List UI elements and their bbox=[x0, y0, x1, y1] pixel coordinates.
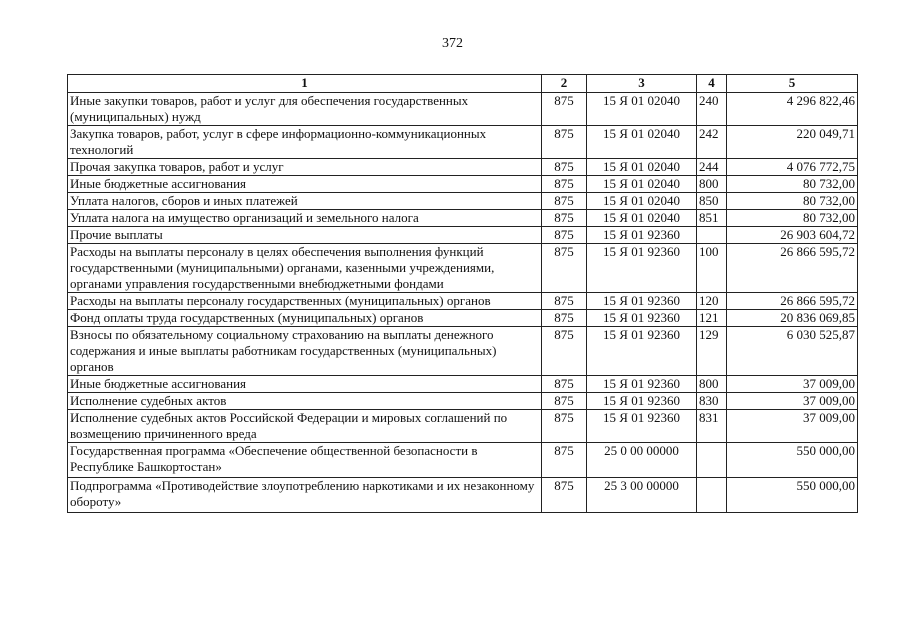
header-col-2: 2 bbox=[542, 75, 587, 93]
row-expense-type: 240 bbox=[697, 93, 727, 126]
row-code: 875 bbox=[542, 293, 587, 310]
row-amount: 550 000,00 bbox=[727, 478, 858, 513]
row-code: 875 bbox=[542, 244, 587, 293]
row-code: 875 bbox=[542, 159, 587, 176]
row-code: 875 bbox=[542, 227, 587, 244]
row-name: Закупка товаров, работ, услуг в сфере информационно-коммуникационных технологий bbox=[68, 126, 542, 159]
table-row bbox=[68, 93, 858, 126]
row-name: Уплата налога на имущество организаций и земельного налога bbox=[68, 210, 542, 227]
header-col-5: 5 bbox=[727, 75, 858, 93]
row-code: 875 bbox=[542, 327, 587, 376]
row-target-article: 15 Я 01 02040 bbox=[587, 93, 697, 126]
row-expense-type: 850 bbox=[697, 193, 727, 210]
row-expense-type: 831 bbox=[697, 410, 727, 443]
row-expense-type: 800 bbox=[697, 376, 727, 393]
table-row bbox=[68, 176, 858, 193]
row-name: Уплата налогов, сборов и иных платежей bbox=[68, 193, 542, 210]
row-amount: 550 000,00 bbox=[727, 443, 858, 478]
table-row bbox=[68, 193, 858, 210]
row-target-article: 25 3 00 00000 bbox=[587, 478, 697, 513]
row-target-article: 15 Я 01 92360 bbox=[587, 376, 697, 393]
row-code: 875 bbox=[542, 410, 587, 443]
budget-table bbox=[67, 74, 858, 513]
row-amount: 20 836 069,85 bbox=[727, 310, 858, 327]
row-target-article: 15 Я 01 92360 bbox=[587, 393, 697, 410]
row-expense-type bbox=[697, 478, 727, 513]
row-code: 875 bbox=[542, 210, 587, 227]
row-expense-type: 120 bbox=[697, 293, 727, 310]
row-amount: 37 009,00 bbox=[727, 393, 858, 410]
row-target-article: 15 Я 01 92360 bbox=[587, 227, 697, 244]
row-name: Прочая закупка товаров, работ и услуг bbox=[68, 159, 542, 176]
row-amount: 37 009,00 bbox=[727, 376, 858, 393]
row-expense-type: 129 bbox=[697, 327, 727, 376]
table-row bbox=[68, 478, 858, 513]
table-header bbox=[68, 75, 858, 93]
header-col-4: 4 bbox=[697, 75, 727, 93]
row-code: 875 bbox=[542, 376, 587, 393]
row-amount: 4 296 822,46 bbox=[727, 93, 858, 126]
row-target-article: 15 Я 01 92360 bbox=[587, 410, 697, 443]
row-amount: 80 732,00 bbox=[727, 210, 858, 227]
row-name: Прочие выплаты bbox=[68, 227, 542, 244]
table-row bbox=[68, 310, 858, 327]
row-name: Расходы на выплаты персоналу государственных (муниципальных) органов bbox=[68, 293, 542, 310]
table-body bbox=[68, 93, 858, 513]
row-code: 875 bbox=[542, 393, 587, 410]
table-row bbox=[68, 244, 858, 293]
table-row bbox=[68, 293, 858, 310]
row-expense-type bbox=[697, 227, 727, 244]
table-row bbox=[68, 159, 858, 176]
row-name: Государственная программа «Обеспечение общественной безопасности в Республике Башкортостан» bbox=[68, 443, 542, 478]
row-expense-type: 244 bbox=[697, 159, 727, 176]
row-expense-type: 830 bbox=[697, 393, 727, 410]
row-target-article: 15 Я 01 02040 bbox=[587, 193, 697, 210]
header-col-1: 1 bbox=[68, 75, 542, 93]
row-target-article: 15 Я 01 92360 bbox=[587, 244, 697, 293]
row-expense-type: 800 bbox=[697, 176, 727, 193]
row-expense-type: 242 bbox=[697, 126, 727, 159]
row-target-article: 15 Я 01 02040 bbox=[587, 210, 697, 227]
row-amount: 220 049,71 bbox=[727, 126, 858, 159]
row-target-article: 15 Я 01 92360 bbox=[587, 327, 697, 376]
row-amount: 6 030 525,87 bbox=[727, 327, 858, 376]
table-row bbox=[68, 410, 858, 443]
row-target-article: 15 Я 01 02040 bbox=[587, 126, 697, 159]
row-amount: 80 732,00 bbox=[727, 193, 858, 210]
row-expense-type: 100 bbox=[697, 244, 727, 293]
table-row bbox=[68, 227, 858, 244]
row-code: 875 bbox=[542, 126, 587, 159]
row-name: Расходы на выплаты персоналу в целях обеспечения выполнения функций государственными (муниципальными) органами, казенными учреждениями, органами управления государственными внебюджетными фондами bbox=[68, 244, 542, 293]
row-amount: 26 866 595,72 bbox=[727, 244, 858, 293]
table-row bbox=[68, 327, 858, 376]
row-code: 875 bbox=[542, 176, 587, 193]
header-col-3: 3 bbox=[587, 75, 697, 93]
row-name: Иные бюджетные ассигнования bbox=[68, 376, 542, 393]
row-code: 875 bbox=[542, 193, 587, 210]
row-amount: 37 009,00 bbox=[727, 410, 858, 443]
page-number: 372 bbox=[442, 36, 463, 51]
row-amount: 26 866 595,72 bbox=[727, 293, 858, 310]
table-row bbox=[68, 393, 858, 410]
row-amount: 80 732,00 bbox=[727, 176, 858, 193]
table-row bbox=[68, 443, 858, 478]
row-name: Исполнение судебных актов bbox=[68, 393, 542, 410]
row-name: Подпрограмма «Противодействие злоупотреблению наркотиками и их незаконному обороту» bbox=[68, 478, 542, 513]
row-amount: 4 076 772,75 bbox=[727, 159, 858, 176]
row-amount: 26 903 604,72 bbox=[727, 227, 858, 244]
row-name: Иные бюджетные ассигнования bbox=[68, 176, 542, 193]
row-target-article: 25 0 00 00000 bbox=[587, 443, 697, 478]
row-expense-type bbox=[697, 443, 727, 478]
row-code: 875 bbox=[542, 93, 587, 126]
row-name: Иные закупки товаров, работ и услуг для обеспечения государственных (муниципальных) нужд bbox=[68, 93, 542, 126]
table-row bbox=[68, 376, 858, 393]
row-target-article: 15 Я 01 92360 bbox=[587, 310, 697, 327]
header-row bbox=[68, 75, 858, 93]
row-target-article: 15 Я 01 02040 bbox=[587, 159, 697, 176]
row-code: 875 bbox=[542, 310, 587, 327]
table-row bbox=[68, 126, 858, 159]
row-name: Фонд оплаты труда государственных (муниципальных) органов bbox=[68, 310, 542, 327]
row-code: 875 bbox=[542, 478, 587, 513]
row-name: Взносы по обязательному социальному страхованию на выплаты денежного содержания и иные выплаты работникам государственных (муниципальных) органов bbox=[68, 327, 542, 376]
row-name: Исполнение судебных актов Российской Федерации и мировых соглашений по возмещению причиненного вреда bbox=[68, 410, 542, 443]
table-row bbox=[68, 210, 858, 227]
row-expense-type: 851 bbox=[697, 210, 727, 227]
row-target-article: 15 Я 01 02040 bbox=[587, 176, 697, 193]
row-code: 875 bbox=[542, 443, 587, 478]
row-target-article: 15 Я 01 92360 bbox=[587, 293, 697, 310]
row-expense-type: 121 bbox=[697, 310, 727, 327]
